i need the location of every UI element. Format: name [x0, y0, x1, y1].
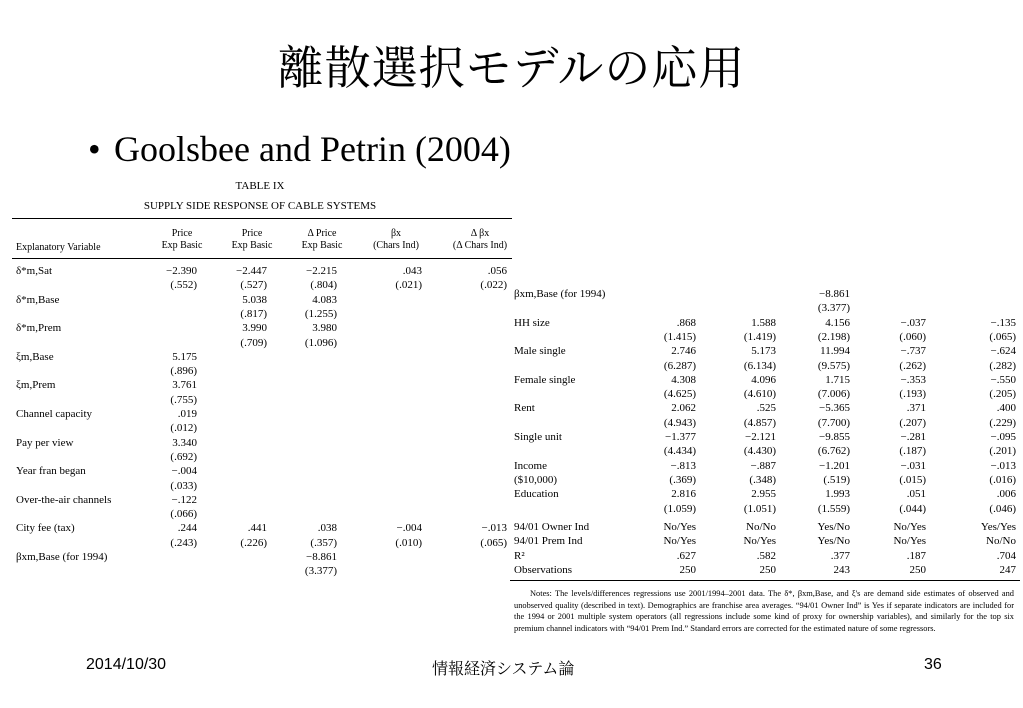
table-cell: (7.006): [817, 388, 850, 401]
table-notes: Notes: The levels/differences regressions use 2001/1994–2001 data. The δ*, βxm,Base, and ξ's are demand side estimates of observed and unobserved quality (described in text). Demographics are franchise area averages. “94/01 Owner Ind” is Yes if separate indicators are included for the 1994 or 2001 multiple system operators (all regressions include some kind of proxy for ownership variables), and similarly for the top six premium channel indicators with “94/01 Prem Ind.” Standard errors are corrected for the estimated nature of some regressors.: [514, 589, 1014, 633]
table-cell: (.804): [310, 279, 337, 292]
column-header-line-2: Exp Basic: [301, 240, 343, 251]
column-header-line-2: Exp Basic: [161, 240, 203, 251]
table-cell: .043: [402, 265, 422, 277]
table-row: [12, 479, 512, 493]
header-rule: [12, 258, 512, 259]
table-cell: (.357): [310, 536, 337, 549]
table-cell: (2.198): [817, 330, 850, 343]
table-cell: (.207): [899, 416, 926, 429]
table-cell: .704: [996, 549, 1016, 562]
table-row: [510, 287, 1020, 301]
table-cell: (4.943): [663, 416, 696, 429]
table-row: [12, 464, 512, 478]
table-row: [12, 350, 512, 364]
table-row: [12, 536, 512, 550]
table-cell: .525: [756, 402, 776, 415]
table-cell: (.552): [170, 279, 197, 292]
table-cell: 4.156: [825, 316, 850, 329]
table-caption: TABLE IX: [235, 180, 285, 192]
table-cell: −2.390: [166, 265, 197, 277]
table-cell: (1.096): [304, 336, 337, 349]
table-row: [12, 436, 512, 450]
table-cell: −2.215: [306, 265, 337, 277]
table-cell: (6.762): [817, 445, 850, 458]
table-cell: 5.038: [242, 293, 267, 306]
table-row: [510, 301, 1020, 315]
footer-date: 2014/10/30: [86, 656, 167, 673]
table-cell: (.065): [480, 536, 507, 549]
table-cell: .377: [830, 549, 850, 562]
table-top-rule: [12, 218, 512, 219]
table-row: [12, 550, 512, 564]
table-row: [510, 359, 1020, 373]
table-cell: (3.377): [304, 565, 337, 578]
row-label: 94/01 Prem Ind: [514, 535, 583, 548]
table-cell: 243: [833, 563, 850, 576]
table-cell: (.022): [480, 279, 507, 292]
table-row: [510, 534, 1020, 548]
row-label: Observations: [514, 563, 573, 576]
table-cell: 1.993: [825, 488, 850, 501]
table-cell: (4.430): [743, 445, 776, 458]
table-row: [12, 407, 512, 421]
table-cell: −9.855: [819, 431, 850, 443]
table-cell: −.013: [481, 522, 507, 535]
table-row: [510, 473, 1020, 487]
table-cell: (.709): [240, 336, 267, 349]
table-cell: (6.287): [663, 359, 696, 372]
table-row: [12, 421, 512, 435]
table-row: [510, 459, 1020, 473]
table-cell: Yes/No: [817, 521, 850, 533]
table-cell: .187: [906, 549, 926, 562]
table-row: [510, 330, 1020, 344]
table-cell: (.193): [899, 388, 926, 401]
table-cell: −.004: [396, 522, 422, 535]
slide-title: 離散選択モデルの応用: [277, 41, 746, 95]
table-cell: (4.434): [663, 445, 696, 458]
table-cell: (.010): [395, 536, 422, 549]
table-cell: (.226): [240, 536, 267, 549]
row-label: Over-the-air channels: [16, 493, 112, 506]
table-cell: −.281: [900, 431, 926, 443]
table-cell: −1.377: [665, 431, 696, 443]
table-row: [510, 416, 1020, 430]
table-row: [12, 393, 512, 407]
table-cell: −.031: [900, 459, 926, 472]
column-header-line-1: Price: [171, 228, 193, 239]
row-label: HH size: [514, 316, 550, 329]
table-row: [12, 307, 512, 321]
row-label: βxm,Base (for 1994): [16, 551, 108, 563]
row-label: Pay per view: [16, 436, 74, 449]
table-cell: .627: [676, 549, 696, 562]
table-cell: (1.559): [817, 502, 850, 515]
table-cell: −.135: [990, 316, 1016, 329]
row-label: δ*m,Prem: [16, 322, 62, 335]
row-label: βxm,Base (for 1994): [514, 288, 606, 300]
table-cell: (1.419): [743, 330, 776, 343]
table-row: [12, 521, 512, 535]
bullet-text: Goolsbee and Petrin (2004): [114, 129, 511, 169]
table-cell: −2.121: [745, 431, 776, 443]
table-cell: (9.575): [817, 359, 850, 372]
footer-course-title: 情報経済システム論: [432, 659, 575, 678]
table-cell: 3.990: [242, 322, 267, 335]
table-cell: (.262): [899, 359, 926, 372]
table-cell: (.348): [749, 473, 776, 486]
table-cell: (1.415): [663, 330, 696, 343]
table-cell: 5.173: [751, 345, 776, 358]
header-explanatory-variable: Explanatory Variable: [16, 242, 101, 253]
table-cell: (.243): [170, 536, 197, 549]
table-cell: 250: [759, 563, 776, 576]
table-cell: No/Yes: [893, 521, 926, 533]
table-cell: .400: [996, 402, 1016, 415]
table-cell: (.060): [899, 330, 926, 343]
table-row: [12, 278, 512, 292]
table-cell: (4.625): [663, 388, 696, 401]
table-cell: 2.746: [671, 345, 696, 358]
row-label: Male single: [514, 345, 566, 358]
table-cell: (.016): [989, 473, 1016, 486]
column-header-4: [351, 228, 441, 252]
table-cell: No/Yes: [663, 521, 696, 533]
table-cell: −.353: [900, 373, 926, 386]
table-row: [510, 316, 1020, 330]
table-cell: −5.365: [819, 402, 850, 415]
table-cell: (.519): [823, 473, 850, 486]
table-cell: (.755): [170, 393, 197, 406]
table-cell: (.527): [240, 279, 267, 292]
table-cell: No/Yes: [663, 535, 696, 548]
row-label: δ*m,Sat: [16, 265, 53, 277]
footer-page-number: 36: [924, 656, 942, 673]
table-row: [12, 364, 512, 378]
table-row: [12, 564, 512, 578]
table-cell: (.021): [395, 279, 422, 292]
table-cell: .244: [177, 522, 197, 535]
row-label: ($10,000): [514, 473, 558, 486]
table-cell: −8.861: [819, 288, 850, 300]
table-cell: .056: [487, 265, 507, 277]
bottom-rule: [510, 580, 1020, 581]
row-label: Year fran began: [16, 465, 86, 478]
table-cell: Yes/Yes: [980, 521, 1016, 533]
table-cell: (.205): [989, 388, 1016, 401]
table-cell: 2.062: [671, 402, 696, 415]
table-cell: 3.340: [172, 436, 197, 449]
row-label: R²: [514, 549, 525, 562]
table-row: [12, 493, 512, 507]
table-cell: 3.761: [172, 379, 197, 392]
table-cell: 4.083: [312, 293, 337, 306]
table-row: [12, 293, 512, 307]
table-row: [510, 373, 1020, 387]
table-cell: (.692): [170, 450, 197, 463]
row-label: Channel capacity: [16, 408, 93, 420]
row-label: ξm,Base: [16, 350, 54, 363]
table-cell: −.887: [750, 459, 776, 472]
column-header-line-1: Price: [241, 228, 263, 239]
table-cell: 247: [999, 563, 1016, 576]
column-header-line-2: Exp Basic: [231, 240, 273, 251]
table-cell: .006: [996, 488, 1016, 501]
table-row: [12, 507, 512, 521]
column-header-line-2: (Δ Chars Ind): [452, 240, 508, 251]
table-cell: 4.096: [751, 373, 776, 386]
table-cell: −8.861: [306, 551, 337, 563]
table-row: [12, 336, 512, 350]
row-label: Rent: [514, 402, 535, 415]
table-cell: .019: [177, 408, 197, 420]
table-cell: 3.980: [312, 322, 337, 335]
table-cell: (.015): [899, 473, 926, 486]
table-cell: 2.816: [671, 488, 696, 501]
table-cell: 11.994: [820, 345, 850, 358]
table-row: [510, 563, 1020, 577]
table-row: [510, 401, 1020, 415]
row-label: ξm,Prem: [16, 379, 56, 392]
table-cell: No/Yes: [743, 535, 776, 548]
table-cell: (4.857): [743, 416, 776, 429]
table-cell: .371: [906, 402, 926, 415]
row-label: 94/01 Owner Ind: [514, 521, 590, 533]
table-cell: 250: [909, 563, 926, 576]
table-row: [510, 502, 1020, 516]
table-row: [510, 444, 1020, 458]
row-label: Education: [514, 488, 559, 501]
table-cell: 1.588: [751, 316, 776, 329]
table-cell: No/No: [986, 535, 1016, 548]
table-row: [510, 487, 1020, 501]
table-cell: (1.051): [743, 502, 776, 515]
table-cell: (.044): [899, 502, 926, 515]
table-cell: 5.175: [172, 350, 197, 363]
table-cell: −1.201: [819, 459, 850, 472]
row-label: Female single: [514, 373, 576, 386]
column-header-line-1: Δ βx: [470, 228, 490, 239]
table-cell: (.065): [989, 330, 1016, 343]
row-label: Single unit: [514, 431, 562, 443]
table-cell: (.201): [989, 445, 1016, 458]
table-cell: No/Yes: [893, 535, 926, 548]
column-header-5: [435, 228, 525, 252]
table-cell: .868: [676, 316, 696, 329]
table-cell: 4.308: [671, 373, 696, 386]
table-cell: (.187): [899, 445, 926, 458]
table-cell: −.095: [990, 431, 1016, 443]
table-cell: Yes/No: [817, 535, 850, 548]
table-cell: (.229): [989, 416, 1016, 429]
table-row: [12, 378, 512, 392]
table-cell: −.122: [171, 493, 197, 506]
table-row: [12, 321, 512, 335]
table-cell: (.046): [989, 502, 1016, 515]
table-cell: (.369): [669, 473, 696, 486]
table-cell: (1.255): [304, 307, 337, 320]
column-header-line-1: Δ Price: [307, 228, 337, 239]
table-cell: 1.715: [825, 373, 850, 386]
table-cell: (1.059): [663, 502, 696, 515]
row-label: Income: [514, 459, 547, 472]
table-cell: (.033): [170, 479, 197, 492]
table-row: [510, 387, 1020, 401]
table-cell: −.737: [900, 345, 926, 358]
table-row: [510, 549, 1020, 563]
table-cell: (7.700): [817, 416, 850, 429]
table-cell: −.624: [990, 345, 1016, 358]
column-header-line-2: (Chars Ind): [373, 240, 419, 251]
table-cell: .038: [317, 522, 337, 535]
table-row: [510, 520, 1020, 534]
table-cell: (6.134): [743, 359, 776, 372]
table-cell: .441: [247, 522, 267, 535]
row-label: δ*m,Base: [16, 293, 60, 306]
table-subcaption: SUPPLY SIDE RESPONSE OF CABLE SYSTEMS: [143, 200, 377, 212]
table-row: [510, 344, 1020, 358]
table-cell: (3.377): [817, 302, 850, 315]
table-row: [510, 430, 1020, 444]
table-cell: .051: [906, 488, 926, 501]
table-cell: (.012): [170, 422, 197, 435]
table-cell: −.813: [670, 459, 696, 472]
table-row: [12, 450, 512, 464]
table-row: [12, 264, 512, 278]
table-cell: (.817): [240, 307, 267, 320]
table-cell: −.550: [990, 373, 1016, 386]
table-cell: 2.955: [751, 488, 776, 501]
table-cell: −.037: [900, 316, 926, 329]
table-cell: −.004: [171, 465, 197, 478]
table-cell: −.013: [990, 459, 1016, 472]
table-cell: (4.610): [743, 388, 776, 401]
row-label: City fee (tax): [16, 522, 75, 535]
table-cell: −2.447: [236, 265, 267, 277]
table-cell: (.282): [989, 359, 1016, 372]
table-cell: .582: [756, 549, 776, 562]
table-cell: (.896): [170, 365, 197, 378]
column-header-line-1: βx: [390, 228, 402, 239]
table-cell: (.066): [170, 508, 197, 521]
bullet-item: [88, 128, 511, 170]
table-cell: 250: [679, 563, 696, 576]
bullet-dot-icon: •: [88, 129, 101, 169]
table-cell: No/No: [746, 521, 776, 533]
